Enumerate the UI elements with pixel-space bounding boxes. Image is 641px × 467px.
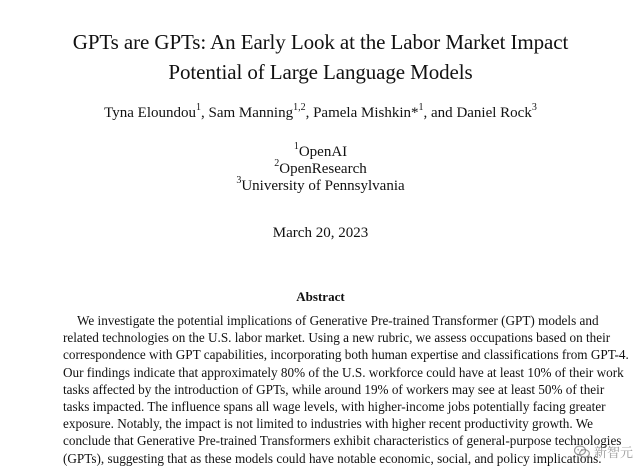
affiliation-name: OpenAI xyxy=(298,144,348,160)
abstract-line: correspondence with GPT capabilities, incorporating both human expertise and classifications from GPT-4. xyxy=(63,347,629,363)
author-name: Tyna Eloundou xyxy=(104,105,196,121)
title-line-1: GPTs are GPTs: An Early Look at the Labor Market Impact xyxy=(72,30,569,54)
abstract-line: tasks affected by the introduction of GPTs, while around 19% of workers may see at least 50% of their xyxy=(63,381,605,397)
author-separator: , and xyxy=(423,105,457,121)
author-affiliation-mark: 1 xyxy=(196,102,201,113)
publication-date: March 20, 2023 xyxy=(272,225,369,241)
abstract-line: (GPTs), suggesting that as these models could have notable economic, social, and policy implications. xyxy=(63,450,602,466)
author-name: Pamela Mishkin* xyxy=(313,105,419,121)
abstract-line: We investigate the potential implications of Generative Pre-trained Transformer (GPT) models and xyxy=(77,313,599,328)
affiliation-name: OpenResearch xyxy=(279,161,367,177)
author-affiliation-mark: 1,2 xyxy=(293,102,306,113)
author-name: Daniel Rock xyxy=(456,105,532,121)
paper-title xyxy=(0,27,641,87)
affiliation-mark: 2 xyxy=(274,158,280,169)
affiliation-mark: 1 xyxy=(293,141,299,152)
watermark xyxy=(574,442,633,461)
author-separator: , xyxy=(305,105,314,121)
abstract-line: tasks impacted. The influence spans all wage levels, with higher-income jobs potentially facing greater xyxy=(63,399,606,415)
affiliation-name: University of Pennsylvania xyxy=(241,178,405,194)
abstract-line: exposure. Notably, the impact is not limited to industries with higher recent productivity growth. We xyxy=(63,416,593,432)
affiliation-mark: 3 xyxy=(236,175,242,186)
affiliation xyxy=(0,176,641,196)
author-affiliation-mark: 3 xyxy=(531,102,537,113)
abstract-line: Our findings indicate that approximately 80% of the U.S. workforce could have at least 10% of their work xyxy=(63,364,624,380)
author-list xyxy=(0,103,641,123)
abstract-line: conclude that Generative Pre-trained Transformers exhibit characteristics of general-purpose technologies xyxy=(63,433,622,449)
author-separator: , xyxy=(201,105,209,121)
watermark-text: 新智元 xyxy=(593,446,633,461)
title-line-2: Potential of Large Language Models xyxy=(168,60,473,84)
wechat-icon xyxy=(574,445,590,459)
author-name: Sam Manning xyxy=(208,105,294,121)
abstract-line: related technologies on the U.S. labor market. Using a new rubric, we assess occupations based on their xyxy=(63,330,611,346)
author-affiliation-mark: 1 xyxy=(418,102,424,113)
abstract-heading: Abstract xyxy=(296,289,345,304)
